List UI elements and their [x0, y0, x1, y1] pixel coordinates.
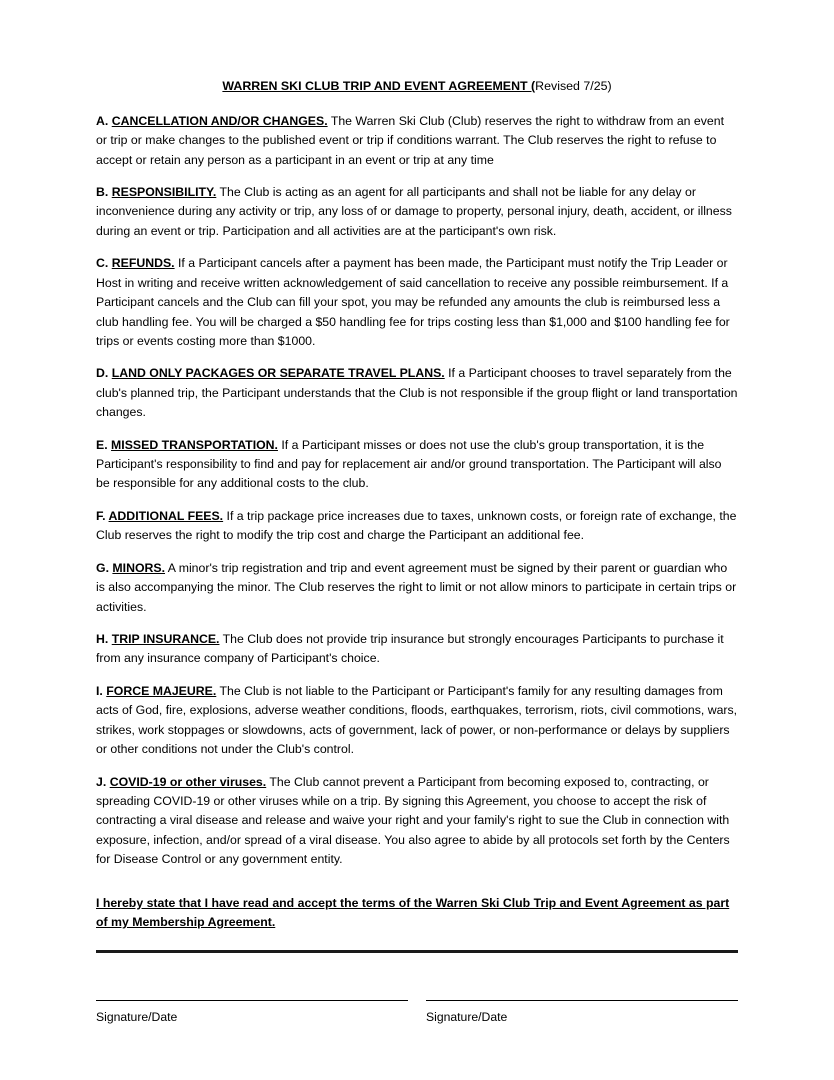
clause-a-letter: A. [96, 113, 109, 128]
clause-f [96, 507, 738, 546]
clause-b-letter: B. [96, 185, 109, 199]
clause-c-body: If a Participant cancels after a payment has been made, the Participant must notify the Trip Leader or Host in writing and receive written acknowledgement of said cancellation to receive any possible reimbursement. If a Participant cancels and the Club can fill your spot, you may be refunded any amounts the club is reimbursed less a club handling fee. You will be charged a $50 handling fee for trips costing less than $1,000 and $100 handling fee for trips or events costing more than $1000. [96, 256, 730, 348]
page-title [96, 78, 738, 95]
clauses-container [96, 112, 738, 870]
clause-e [96, 436, 738, 494]
clause-d-letter: D. [96, 366, 109, 381]
clause-h [96, 630, 738, 669]
clause-h-body: The Club does not provide trip insurance but strongly encourages Participants to purchase it from any insurance company of Participant's choice. [96, 632, 724, 666]
acceptance-statement: I hereby state that I have read and accept the terms of the Warren Ski Club Trip and Event Agreement as part of my Membership Agreement. [96, 895, 730, 930]
clause-a-heading: CANCELLATION AND/OR CHANGES. [111, 113, 328, 128]
clause-h-letter: H. [96, 632, 109, 647]
clause-d-body: If a Participant chooses to travel separately from the club's planned trip, the Participant understands that the Club is not responsible if the group flight or land transportation changes. [96, 366, 738, 420]
clause-g [96, 559, 738, 617]
clause-i-letter: I. [96, 683, 103, 698]
clause-i-body: The Club is not liable to the Participant or Participant's family for any resulting damages from acts of God, fire, explosions, adverse weather conditions, floods, earthquakes, terrorism, riots, civil commotions, wars, strikes, work stoppages or slowdowns, acts of government, lack of power, or non-performance or delays by suppliers or other conditions not under the Club's control. [96, 683, 738, 757]
clause-d-heading: LAND ONLY PACKAGES OR SEPARATE TRAVEL PLANS. [111, 366, 445, 381]
clause-i-heading: FORCE MAJEURE. [106, 683, 217, 698]
clause-j [96, 773, 738, 870]
signature-area [96, 999, 738, 1026]
clause-g-letter: G. [96, 560, 109, 575]
clause-f-letter: F. [96, 508, 106, 523]
clause-c [96, 254, 738, 351]
signature-line-1[interactable] [96, 999, 408, 1001]
clause-e-letter: E. [96, 437, 108, 452]
clause-j-body: The Club cannot prevent a Participant from becoming exposed to, contracting, or spreading COVID-19 or other viruses while on a trip. By signing this Agreement, you choose to accept the risk of contracting a viral disease and release and waive your right and your family's right to sue the Club in connection with exposure, infection, and/or spread of a viral disease. You also agree to abide by all protocols set forth by the Centers for Disease Control or any government entity. [96, 774, 730, 867]
clause-b-body: The Club is acting as an agent for all participants and shall not be liable for any delay or inconvenience during any activity or trip, any loss of or damage to property, personal injury, death, accident, or illness during an event or trip. Participation and all activities are at the participant's own risk. [96, 185, 732, 238]
signature-block-2 [426, 999, 738, 1026]
signature-line-2[interactable] [426, 999, 738, 1001]
signature-block-1 [96, 999, 408, 1026]
clause-a [96, 112, 738, 170]
clause-c-letter: C. [96, 256, 109, 271]
clause-j-heading: COVID-19 or other viruses. [109, 774, 267, 789]
clause-f-body: If a trip package price increases due to taxes, unknown costs, or foreign rate of exchange, the Club reserves the right to modify the trip cost and charge the Participant an additional fee. [96, 508, 737, 543]
signature-label-2: Signature/Date [426, 1009, 508, 1024]
footer-divider [96, 950, 738, 953]
clause-b [96, 183, 738, 241]
clause-d [96, 364, 738, 422]
clause-c-heading: REFUNDS. [111, 256, 175, 271]
clause-h-heading: TRIP INSURANCE. [111, 632, 220, 647]
clause-i [96, 682, 738, 760]
clause-a-body: The Warren Ski Club (Club) reserves the right to withdraw from an event or trip or make changes to the published event or trip if conditions warrant. The Club reserves the right to refuse to accept or retain any person as a participant in an event or trip at any time [96, 113, 725, 167]
clause-b-heading: RESPONSIBILITY. [111, 185, 217, 199]
clause-g-body: A minor's trip registration and trip and event agreement must be signed by their parent or guardian who is also accompanying the minor. The Club reserves the right to limit or not allow minors to participate in certain trips or activities. [96, 560, 737, 614]
clause-e-body: If a Participant misses or does not use the club's group transportation, it is the Participant's responsibility to find and pay for replacement air and/or ground transportation. The Participant will also be responsible for any additional costs to the club. [96, 437, 722, 491]
page-title-revision: Revised 7/25) [535, 79, 612, 93]
clause-f-heading: ADDITIONAL FEES. [108, 508, 224, 523]
clause-j-letter: J. [96, 774, 107, 789]
clause-g-heading: MINORS. [112, 560, 166, 575]
signature-label-1: Signature/Date [96, 1009, 178, 1024]
clause-e-heading: MISSED TRANSPORTATION. [111, 437, 278, 452]
page-title-main: WARREN SKI CLUB TRIP AND EVENT AGREEMENT ( [222, 79, 536, 93]
